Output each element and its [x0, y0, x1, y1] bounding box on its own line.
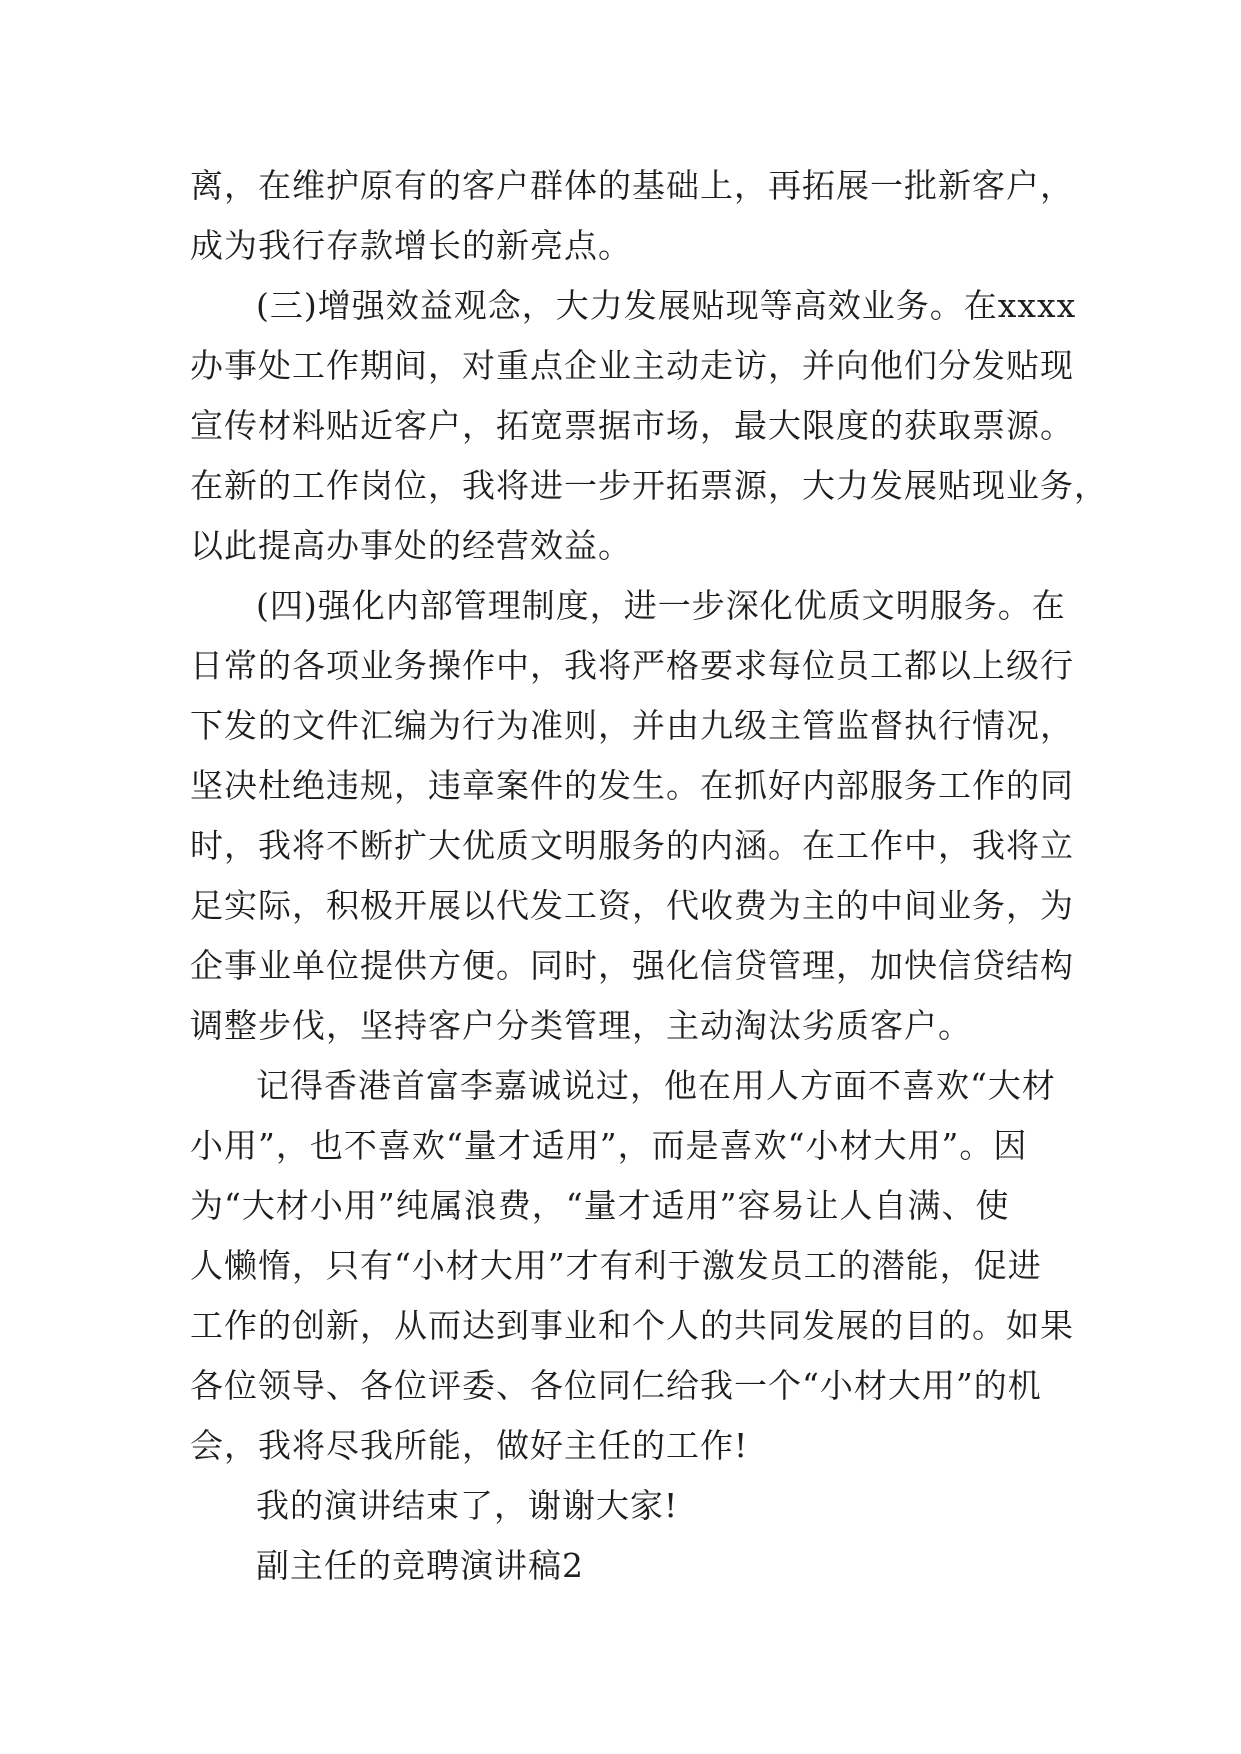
text-line: 坚决杜绝违规，违章案件的发生。在抓好内部服务工作的同: [190, 766, 1074, 805]
document-body: [190, 156, 1108, 1596]
text-line: 以此提高办事处的经营效益。: [190, 526, 632, 565]
text-line: 办事处工作期间，对重点企业主动走访，并向他们分发贴现: [190, 346, 1074, 385]
closing-line: 我的演讲结束了，谢谢大家!: [256, 1486, 679, 1525]
text-line: 会，我将尽我所能，做好主任的工作!: [190, 1426, 749, 1465]
text-line: 人懒惰，只有“小材大用”才有利于激发员工的潜能，促进: [190, 1246, 1042, 1285]
text-line: 成为我行存款增长的新亮点。: [190, 226, 632, 265]
text-line: 为“大材小用”纯属浪费，“量才适用”容易让人自满、使: [190, 1186, 1010, 1225]
text-line: 足实际，积极开展以代发工资，代收费为主的中间业务，为: [190, 886, 1074, 925]
paragraph-start-line: 记得香港首富李嘉诚说过，他在用人方面不喜欢“大材: [256, 1066, 1056, 1105]
text-line: 时，我将不断扩大优质文明服务的内涵。在工作中，我将立: [190, 826, 1074, 865]
text-line: 下发的文件汇编为行为准则，并由九级主管监督执行情况，: [190, 706, 1074, 745]
text-line: 调整步伐，坚持客户分类管理，主动淘汰劣质客户。: [190, 1006, 972, 1045]
paragraph-start-line: (三)增强效益观念，大力发展贴现等高效业务。在xxxx: [256, 286, 1077, 325]
text-line: 日常的各项业务操作中，我将严格要求每位员工都以上级行: [190, 646, 1074, 685]
section-heading: 副主任的竞聘演讲稿2: [256, 1546, 584, 1585]
text-line: 工作的创新，从而达到事业和个人的共同发展的目的。如果: [190, 1306, 1074, 1345]
text-line: 各位领导、各位评委、各位同仁给我一个“小材大用”的机: [190, 1366, 1042, 1405]
text-line: 小用”，也不喜欢“量才适用”，而是喜欢“小材大用”。因: [190, 1126, 1028, 1165]
text-line: 企事业单位提供方便。同时，强化信贷管理，加快信贷结构: [190, 946, 1074, 985]
text-line: 宣传材料贴近客户，拓宽票据市场，最大限度的获取票源。: [190, 406, 1074, 445]
text-line: 离，在维护原有的客户群体的基础上，再拓展一批新客户，: [190, 166, 1074, 205]
text-line: 在新的工作岗位，我将进一步开拓票源，大力发展贴现业务，: [190, 466, 1108, 505]
paragraph-start-line: (四)强化内部管理制度，进一步深化优质文明服务。在: [256, 586, 1066, 625]
